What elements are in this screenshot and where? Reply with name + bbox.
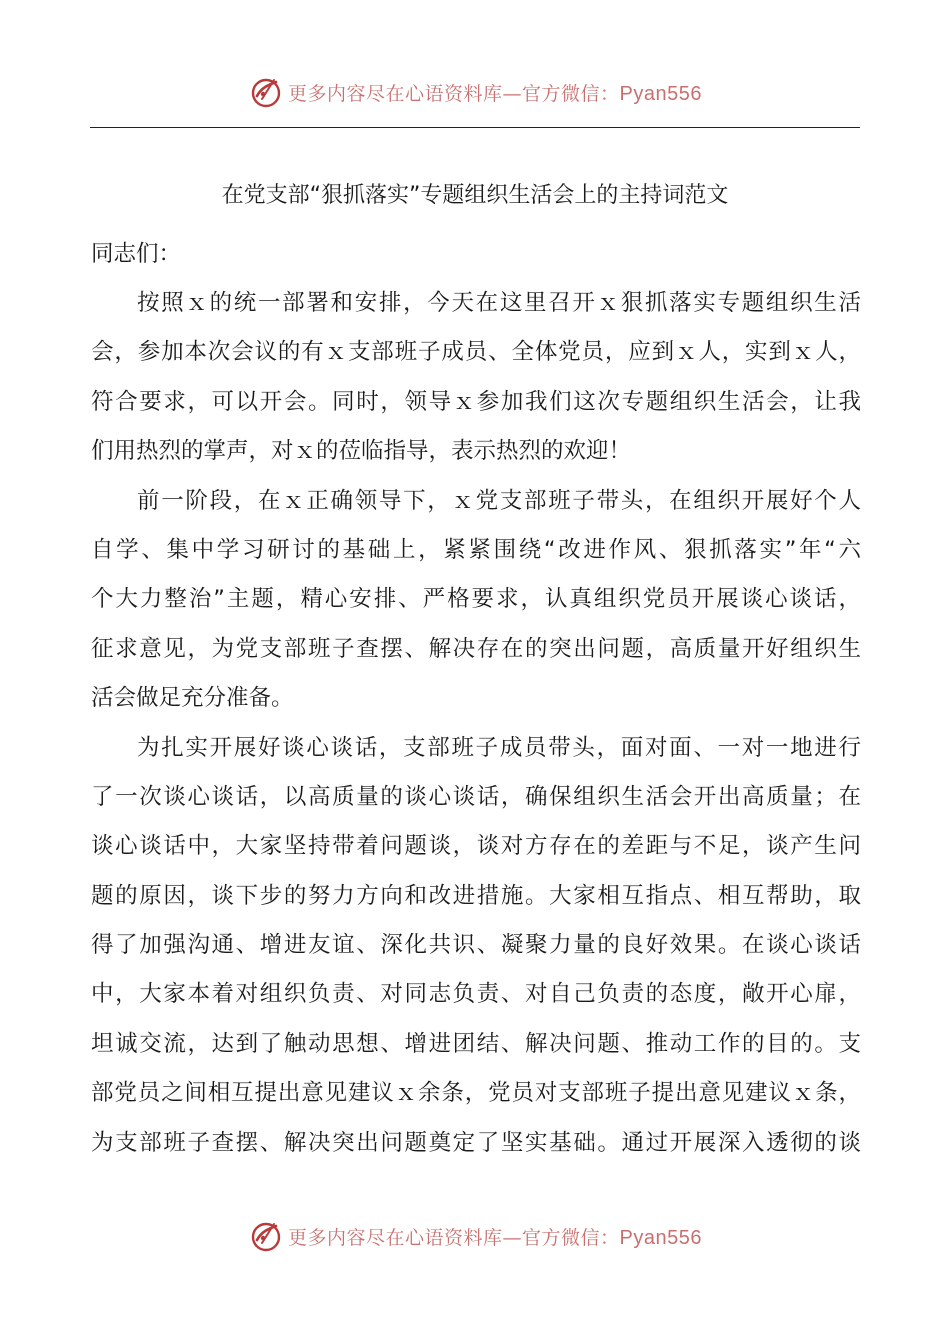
paragraph-line: 坦诚交流，达到了触动思想、增进团结、解决问题、推动工作的目的。支 [91,1030,861,1057]
paragraph-line: 会，参加本次会议的有ｘ支部班子成员、全体党员，应到ｘ人，实到ｘ人， [91,339,861,366]
paragraph-line: 征求意见，为党支部班子查摆、解决存在的突出问题，高质量开好组织生 [91,635,861,662]
paragraph-line: 自学、集中学习研讨的基础上，紧紧围绕“改进作风、狠抓落实”年“六 [91,536,861,563]
header-divider [90,127,860,128]
header-banner-text [288,79,702,106]
footer-banner [0,1216,950,1256]
paragraph-line: 得了加强沟通、增进友谊、深化共识、凝聚力量的良好效果。在谈心谈话 [91,932,861,959]
footer-banner-wechat-id: Pyan556 [619,1226,702,1249]
paragraph-line: 谈心谈话中，大家坚持带着问题谈，谈对方存在的差距与不足，谈产生问 [91,833,861,860]
footer-banner-text [288,1223,702,1250]
paragraph-line: 按照ｘ的统一部署和安排，今天在这里召开ｘ狠抓落实专题组织生活 [137,290,861,316]
header-banner-wechat-id: Pyan556 [619,82,702,105]
footer-banner-cn: 更多内容尽在心语资料库—官方微信： [288,1226,620,1249]
logo-icon [248,74,284,110]
paragraph-line: 们用热烈的掌声，对ｘ的莅临指导，表示热烈的欢迎！ [91,438,632,465]
paragraph-line: 了一次谈心谈话，以高质量的谈心谈话，确保组织生活会开出高质量；在 [91,783,861,810]
document-body [91,286,861,1175]
paragraph-line: 为扎实开展好谈心谈话，支部班子成员带头，面对面、一对一地进行 [137,734,861,761]
header-banner-cn: 更多内容尽在心语资料库—官方微信： [288,82,620,105]
paragraph-line: 符合要求，可以开会。同时，领导ｘ参加我们这次专题组织生活会，让我 [91,388,861,415]
paragraph-line: 活会做足充分准备。 [91,685,294,712]
paragraph-line: 个大力整治”主题，精心安排、严格要求，认真组织党员开展谈心谈话， [91,586,861,613]
logo-icon [248,1218,284,1254]
header-banner [0,72,950,112]
paragraph-line: 中，大家本着对组织负责、对同志负责、对自己负责的态度，敞开心扉， [91,981,861,1008]
paragraph-line: 部党员之间相互提出意见建议ｘ余条，党员对支部班子提出意见建议ｘ条， [91,1080,861,1107]
salutation: 同志们： [91,241,182,267]
paragraph-line: 题的原因，谈下步的努力方向和改进措施。大家相互指点、相互帮助，取 [91,882,861,909]
paragraph-line: 为支部班子查摆、解决突出问题奠定了坚实基础。通过开展深入透彻的谈 [91,1129,861,1156]
paragraph-line: 前一阶段，在ｘ正确领导下，ｘ党支部班子带头，在组织开展好个人 [137,487,861,514]
document-title: 在党支部“狠抓落实”专题组织生活会上的主持词范文 [221,183,729,208]
